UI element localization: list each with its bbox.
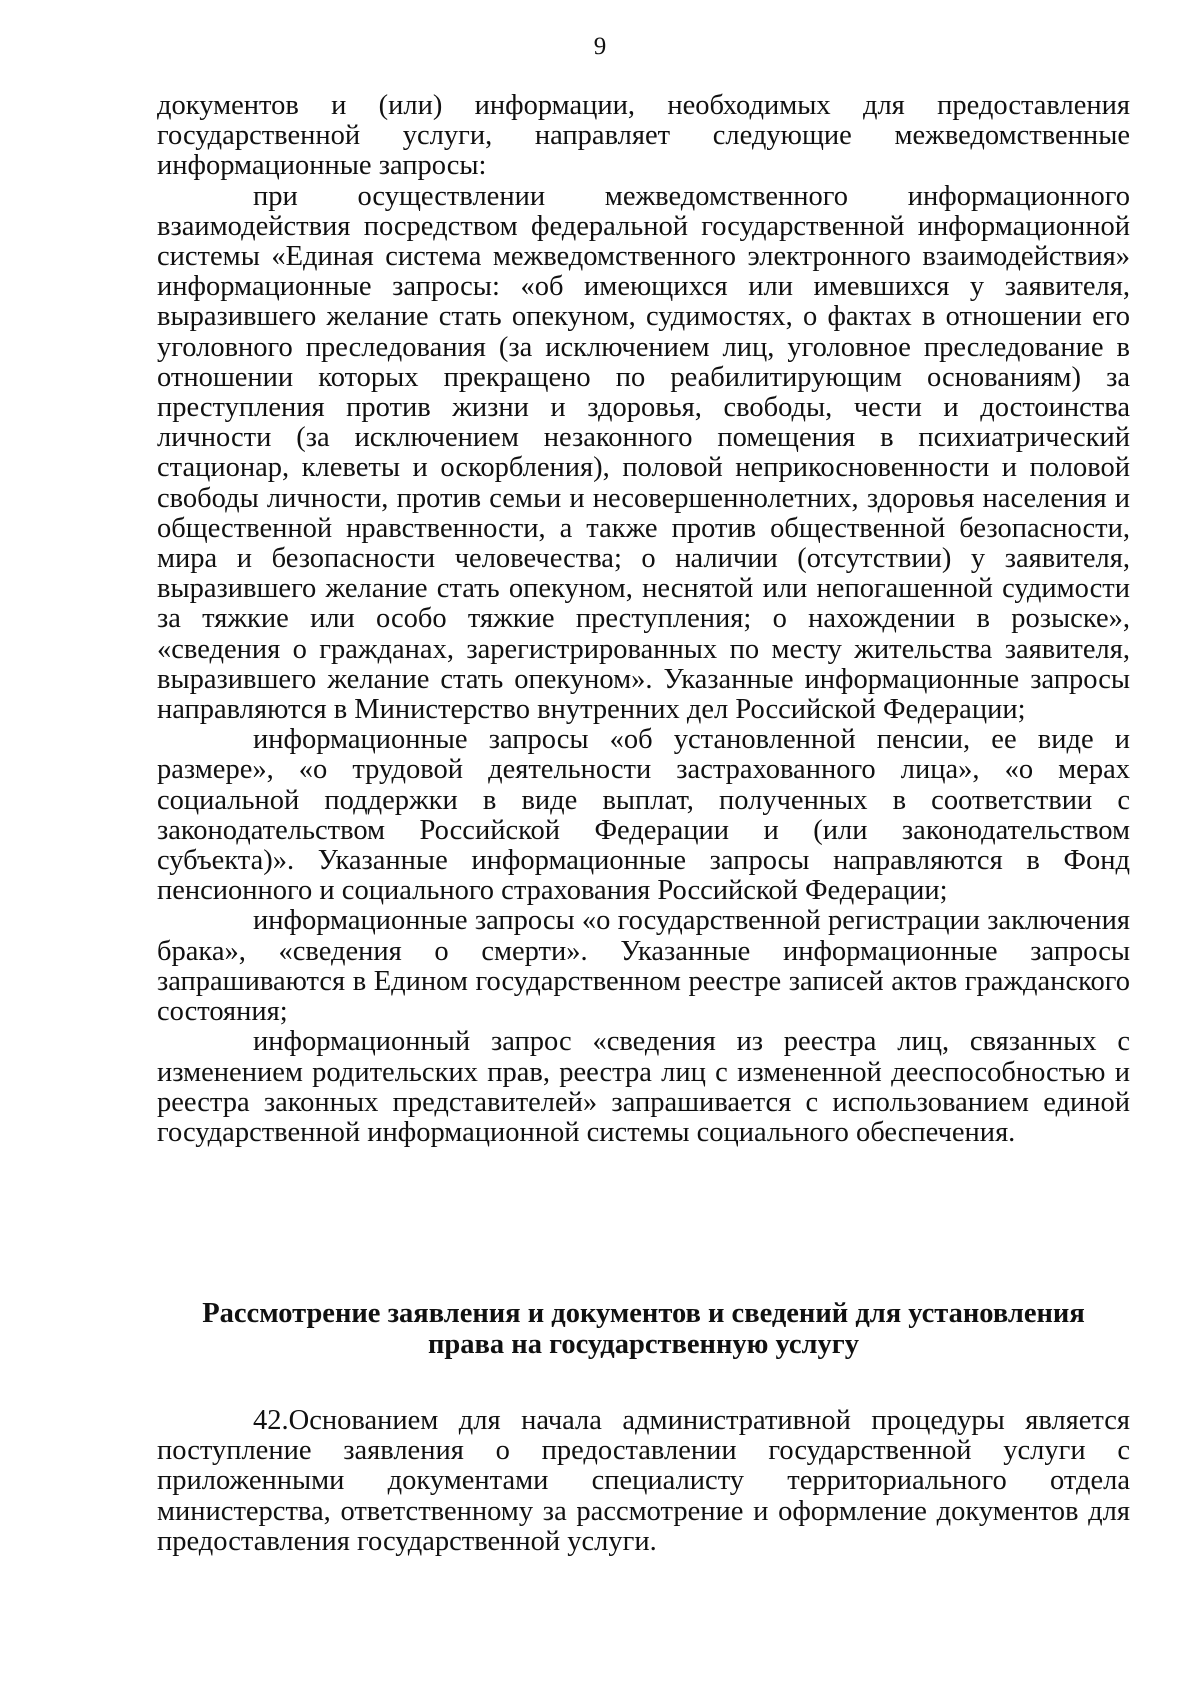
paragraph-mvd-requests: при осуществлении межведомственного информационного взаимодействия посредством федеральной государственной информационной системы «Единая система межведомственного электронного взаимодействия» информационные запросы: «об имеющихся или имевшихся у заявителя, выразившего желание стать опекуном, судимостях, о фактах в отношении его уголовного преследования (за исключением лиц, уголовное преследование в отношении которых прекращено по реабилитирующим основаниям) за преступления против жизни и здоровья, свободы, чести и достоинства личности (за исключением незаконного помещения в психиатрический стационар, клеветы и оскорбления), половой неприкосновенности и половой свободы личности, против семьи и несовершеннолетних, здоровья населения и общественной нравственности, а также против общественной безопасности, мира и безопасности человечества; о наличии (отсутствии) у заявителя, выразившего желание стать опекуном, неснятой или непогашенной судимости за тяжкие или особо тяжкие преступления; о нахождении в розыске», «сведения о гражданах, зарегистрированных по месту жительства заявителя, выразившего желание стать опекуном». Указанные информационные запросы направляются в Министерство внутренних дел Российской Федерации;	[157, 180, 1130, 726]
page-number: 9	[593, 33, 607, 60]
section-body	[157, 1406, 1130, 1557]
section-heading	[157, 1298, 1130, 1360]
section-heading-line-2: права на государственную услугу	[428, 1329, 859, 1360]
paragraph-intro: документов и (или) информации, необходимых для предоставления государственной услуги, направляет следующие межведомственные информационные запросы:	[157, 90, 1130, 182]
document-body	[157, 91, 1130, 1148]
paragraph-social-security-request: информационный запрос «сведения из реестра лиц, связанных с изменением родительских прав, реестра лиц с измененной дееспособностью и реестра законных представителей» запрашивается с использованием единой государственной информационной системы социального обеспечения.	[157, 1026, 1130, 1148]
paragraph-civil-registry-requests: информационные запросы «о государственной регистрации заключения брака», «сведения о смерти». Указанные информационные запросы запрашиваются в Едином государственном реестре записей актов гражданского состояния;	[157, 905, 1130, 1028]
paragraph-pension-fund-requests: информационные запросы «об установленной пенсии, ее виде и размере», «о трудовой деятельности застрахованного лица», «о мерах социальной поддержки в виде выплат, полученных в соответствии с законодательством Российской Федерации и (или законодательством субъекта)». Указанные информационные запросы направляются в Фонд пенсионного и социального страхования Российской Федерации;	[157, 724, 1130, 907]
section-heading-line-1: Рассмотрение заявления и документов и сведений для установления	[202, 1298, 1085, 1329]
paragraph-42: 42.Основанием для начала административной процедуры является поступление заявления о предоставлении государственной услуги с приложенными документами специалисту территориального отдела министерства, ответственному за рассмотрение и оформление документов для предоставления государственной услуги.	[157, 1405, 1130, 1557]
